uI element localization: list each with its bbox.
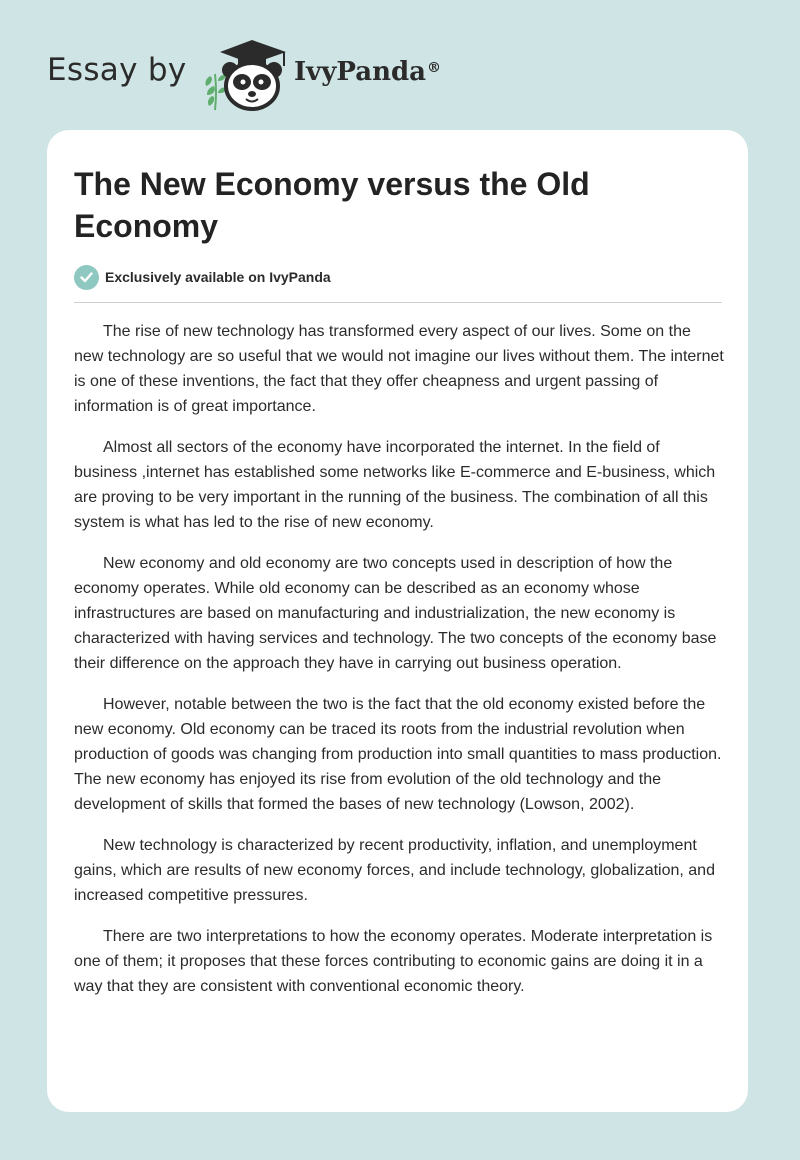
essay-card [47,130,748,1112]
panda-graduate-logo-icon[interactable] [200,36,294,112]
check-icon [74,265,99,290]
brand-label: IvyPanda [294,57,427,87]
paragraph: Almost all sectors of the economy have incorporated the internet. In the field of business ,internet has established some networks like E-commerce and E-business, which are proving to be very important in the running of the business. The combination of all this system is what has led to the rise of new economy. [74,439,716,531]
site-header [0,0,800,120]
exclusive-badge [74,264,331,290]
page-title: The New Economy versus the Old Economy [74,166,590,244]
essay-by-label: Essay by [47,52,187,88]
paragraph: The rise of new technology has transformed every aspect of our lives. Some on the new technology are so useful that we would not imagine our lives without them. The internet is one of these inventions, the fact that they offer cheapness and urgent passing of information is of great importance. [74,323,724,415]
essay-body [74,319,724,1015]
paragraph: However, notable between the two is the fact that the old economy existed before the new economy. Old economy can be traced its roots from the industrial revolution when production of goods was changing from production into small quantities to mass production. The new economy has enjoyed its rise from evolution of the old technology and the development of skills that formed the bases of new technology (Lowson, 2002). [74,696,722,813]
divider [74,302,722,303]
brand-name[interactable] [294,54,441,90]
registered-mark: ® [427,60,442,76]
exclusive-badge-label: Exclusively available on IvyPanda [105,269,331,285]
paragraph: New technology is characterized by recent productivity, inflation, and unemployment gains, which are results of new economy forces, and include technology, globalization, and increased competitive pressures. [74,837,715,904]
paragraph: There are two interpretations to how the economy operates. Moderate interpretation is one of them; it proposes that these forces contributing to economic gains are doing it in a way that they are consistent with conventional economic theory. [74,928,713,995]
paragraph: New economy and old economy are two concepts used in description of how the economy operates. While old economy can be described as an economy whose infrastructures are based on manufacturing and industrialization, the new economy is characterized with having services and technology. The two concepts of the economy base their difference on the approach they have in carrying out business operation. [74,555,717,672]
